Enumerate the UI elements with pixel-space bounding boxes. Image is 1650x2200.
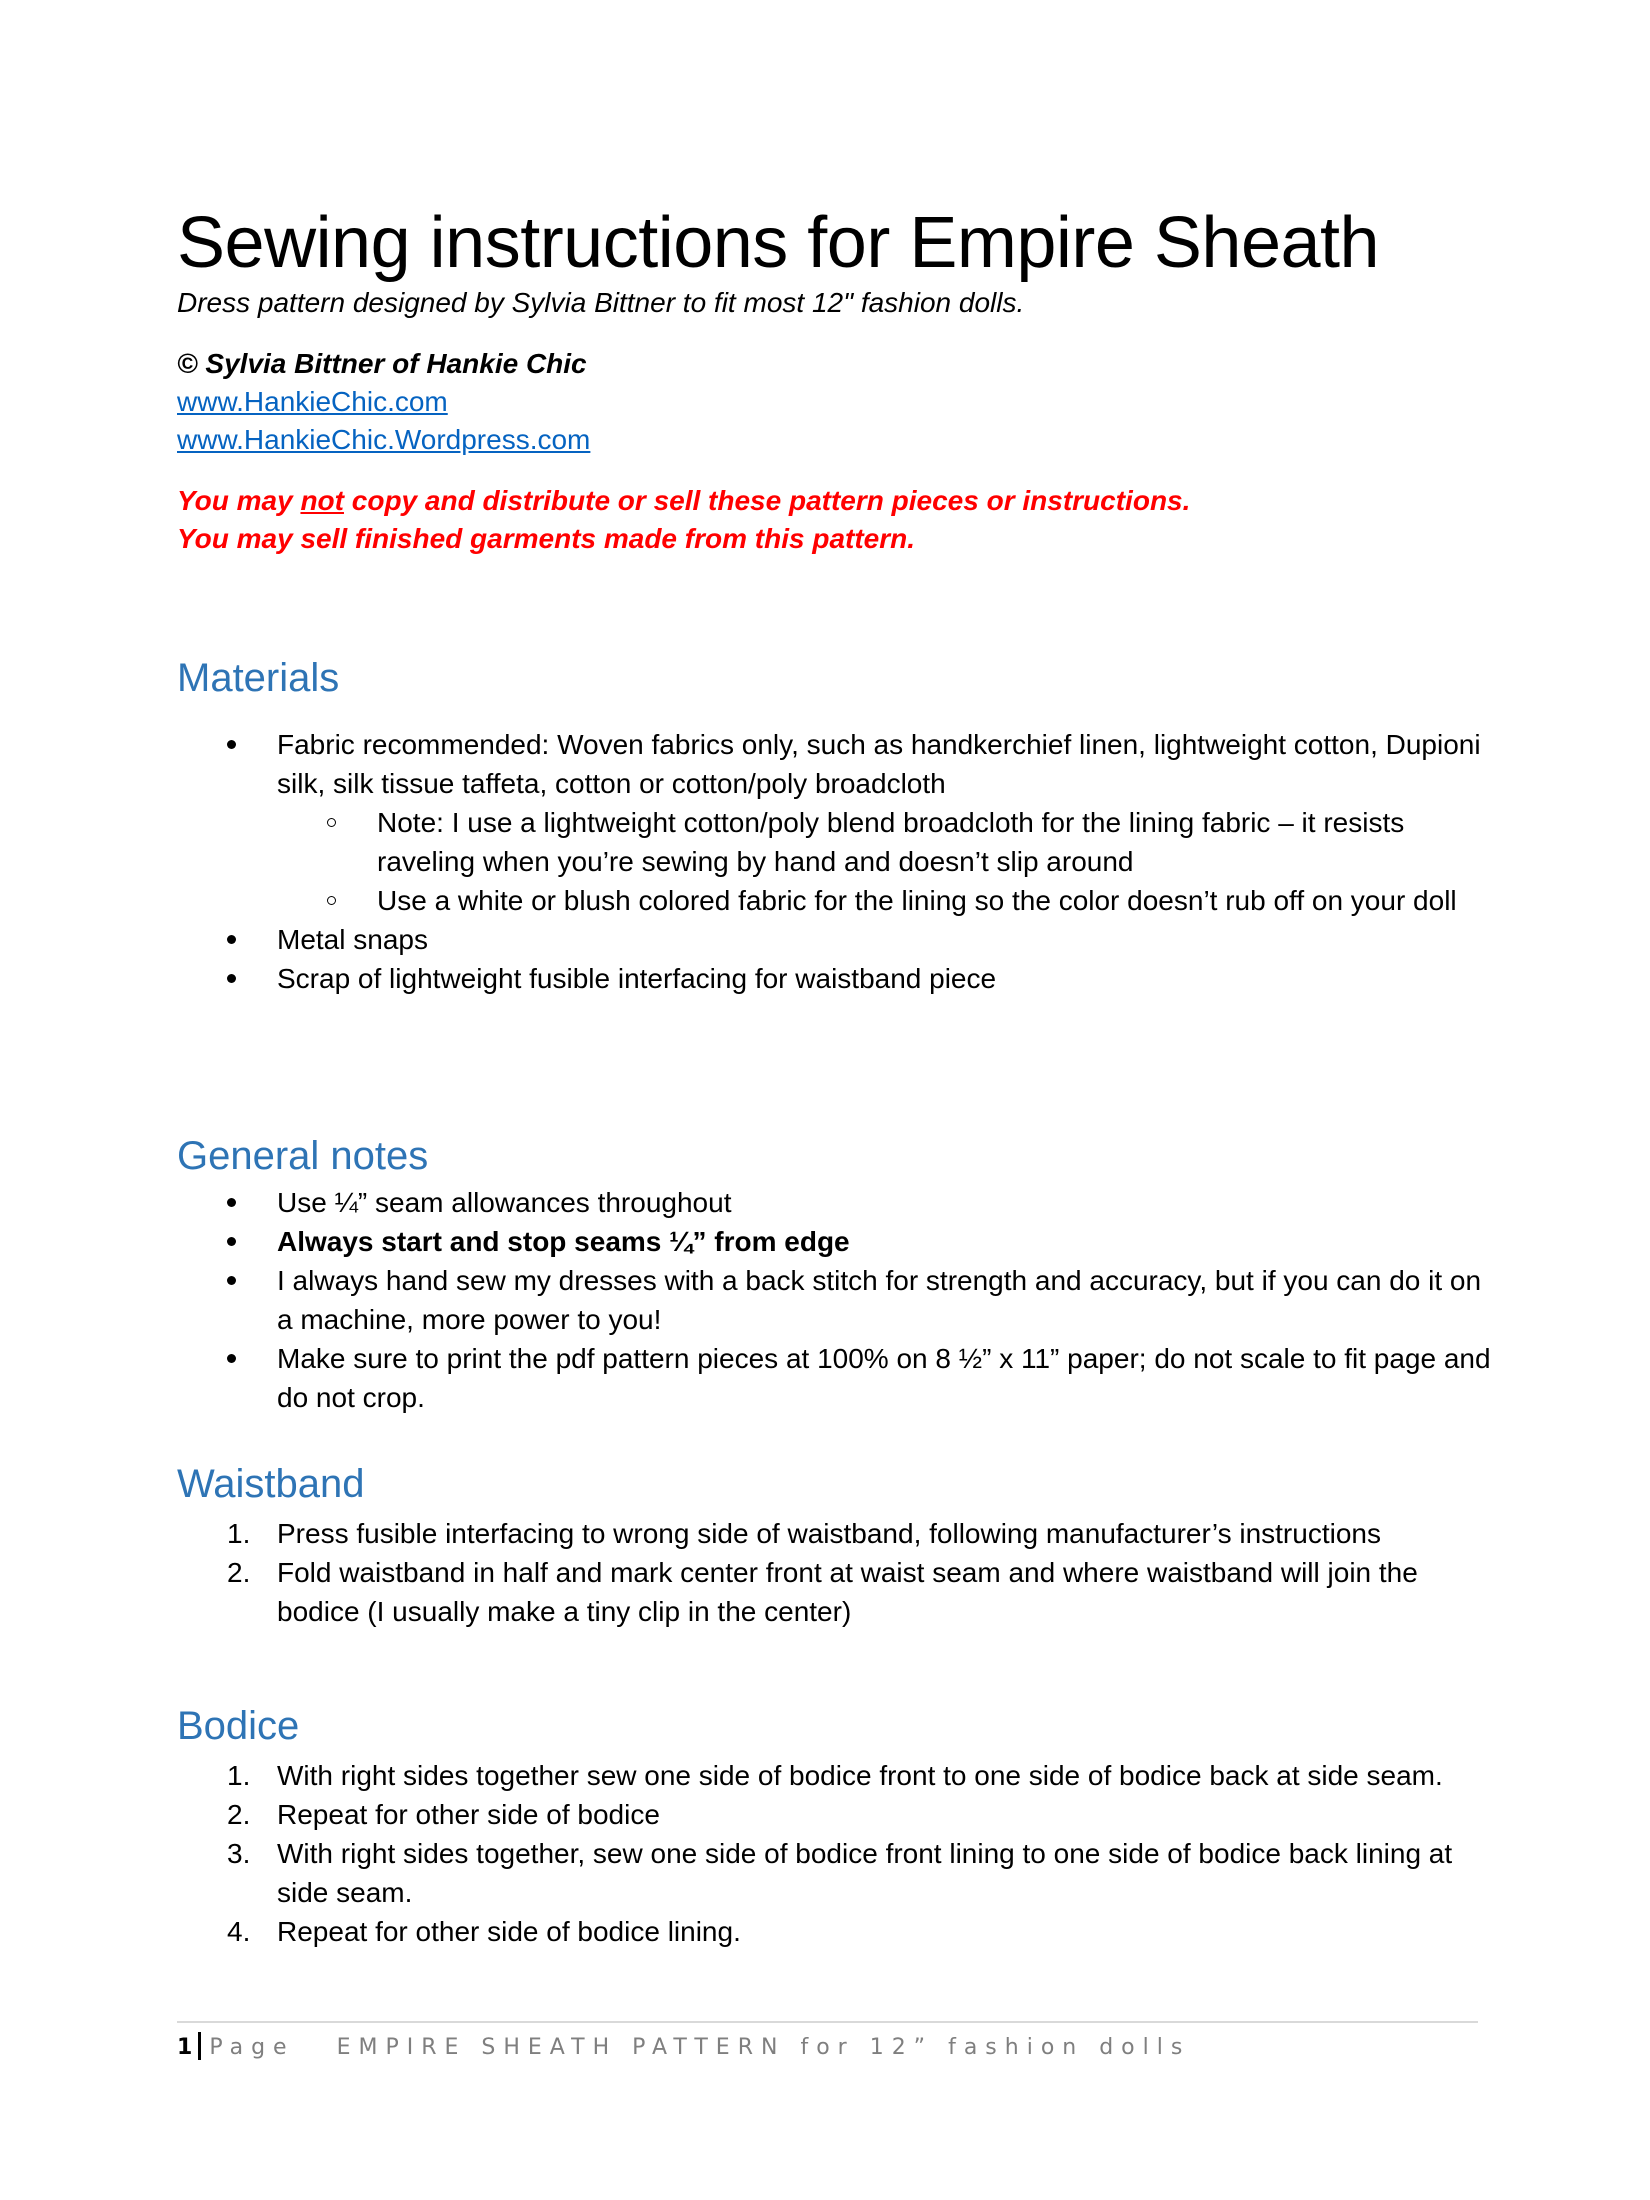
step-text: With right sides together sew one side of bodice front to one side of bodice back at side seam. <box>277 1760 1443 1791</box>
document-subtitle: Dress pattern designed by Sylvia Bittner to fit most 12" fashion dolls. <box>177 287 1025 318</box>
hollow-bullet-icon <box>327 896 336 905</box>
step-text: Repeat for other side of bodice <box>277 1799 660 1830</box>
copy-notice-line-2: You may sell finished garments made from this pattern. <box>177 523 916 554</box>
step-item <box>177 1756 1497 1795</box>
general-notes-list <box>177 1183 1497 1417</box>
list-item-text: Metal snaps <box>277 924 428 955</box>
link-hankiechic-wordpress[interactable]: www.HankieChic.Wordpress.com <box>177 424 591 455</box>
list-item-text: Fabric recommended: Woven fabrics only, such as handkerchief linen, lightweight cotton, Dupioni silk, silk tissue taffeta, cotton or cotton/poly broadcloth <box>277 729 1481 799</box>
list-item-text: Scrap of lightweight fusible interfacing for waistband piece <box>277 963 997 994</box>
copy-notice-line-1 <box>177 484 1190 518</box>
notice-emphasis-not: not <box>300 485 344 516</box>
heading-general-notes: General notes <box>177 1134 429 1178</box>
sub-list-item-text: Note: I use a lightweight cotton/poly blend broadcloth for the lining fabric – it resists raveling when you’re sewing by hand and doesn’t slip around <box>377 807 1405 877</box>
list-item <box>177 725 1497 803</box>
step-item <box>177 1912 1497 1951</box>
list-item <box>177 1261 1497 1339</box>
notice-pre: You may <box>177 485 301 516</box>
step-item <box>177 1834 1497 1912</box>
page-footer <box>177 2032 1190 2062</box>
list-item <box>177 1183 1497 1222</box>
step-text: Repeat for other side of bodice lining. <box>277 1916 741 1947</box>
step-number: 3. <box>227 1838 251 1869</box>
list-item <box>177 920 1497 959</box>
heading-waistband: Waistband <box>177 1462 365 1506</box>
footer-separator <box>198 2032 201 2060</box>
step-text: Fold waistband in half and mark center front at waist seam and where waistband will join the bodice (I usually make a tiny clip in the center) <box>277 1557 1418 1627</box>
footer-document-title: EMPIRE SHEATH PATTERN for 12” fashion dolls <box>336 2035 1191 2060</box>
step-text: Press fusible interfacing to wrong side of waistband, following manufacturer’s instructions <box>277 1518 1381 1549</box>
step-item <box>177 1553 1497 1631</box>
step-number: 2. <box>227 1557 251 1588</box>
notice-post: copy and distribute or sell these pattern pieces or instructions. <box>343 485 1191 516</box>
step-number: 4. <box>227 1916 251 1947</box>
step-text: With right sides together, sew one side of bodice front lining to one side of bodice back lining at side seam. <box>277 1838 1453 1908</box>
step-number: 1. <box>227 1518 251 1549</box>
sub-list-item <box>177 803 1497 881</box>
footer-divider <box>177 2021 1478 2023</box>
document-title: Sewing instructions for Empire Sheath <box>177 203 1380 283</box>
list-item-text: Make sure to print the pdf pattern pieces at 100% on 8 ½” x 11” paper; do not scale to fit page and do not crop. <box>277 1343 1491 1413</box>
bodice-steps <box>177 1756 1497 1951</box>
link-hankiechic[interactable]: www.HankieChic.com <box>177 386 448 417</box>
list-item-text: Use ¼” seam allowances throughout <box>277 1187 732 1218</box>
step-number: 1. <box>227 1760 251 1791</box>
list-item <box>177 959 1497 998</box>
list-item-text: Always start and stop seams ¼” from edge <box>277 1226 850 1257</box>
heading-bodice: Bodice <box>177 1704 300 1748</box>
step-item <box>177 1795 1497 1834</box>
page-label: Page <box>209 2035 295 2060</box>
waistband-steps <box>177 1514 1497 1631</box>
list-item <box>177 1222 1497 1261</box>
sub-list-item <box>177 881 1497 920</box>
sub-list-item-text: Use a white or blush colored fabric for the lining so the color doesn’t rub off on your doll <box>377 885 1457 916</box>
hollow-bullet-icon <box>327 818 336 827</box>
materials-list <box>177 725 1497 998</box>
copyright-line: © Sylvia Bittner of Hankie Chic <box>177 348 587 379</box>
step-item <box>177 1514 1497 1553</box>
list-item-text: I always hand sew my dresses with a back stitch for strength and accuracy, but if you can do it on a machine, more power to you! <box>277 1265 1482 1335</box>
heading-materials: Materials <box>177 656 340 700</box>
page-number: 1 <box>177 2035 193 2060</box>
step-number: 2. <box>227 1799 251 1830</box>
list-item <box>177 1339 1497 1417</box>
